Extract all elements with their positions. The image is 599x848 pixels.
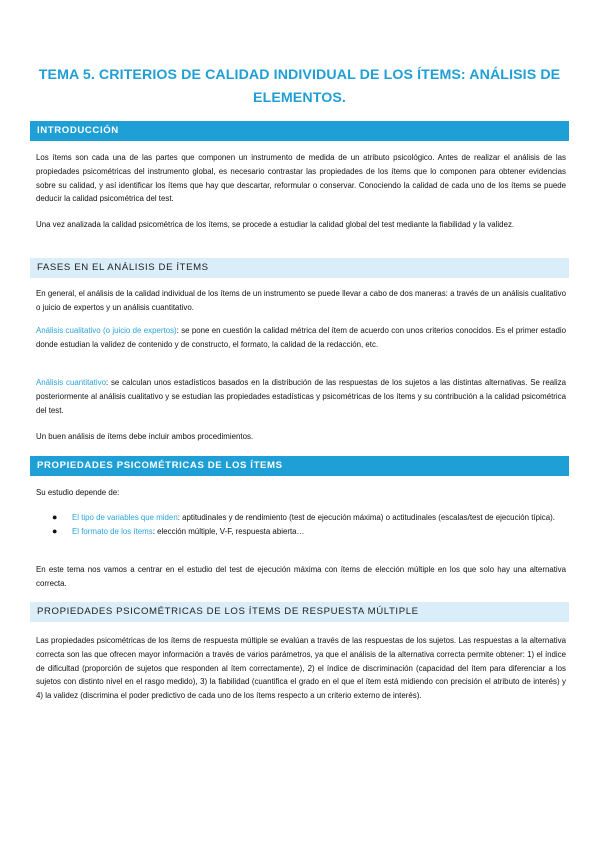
section-heading-fases: FASES EN EL ANÁLISIS DE ÍTEMS xyxy=(30,258,569,278)
fases-paragraph-cualitativo xyxy=(36,324,566,352)
section-heading-respuesta-multiple: PROPIEDADES PSICOMÉTRICAS DE LOS ÍTEMS DE RESPUESTA MÚLTIPLE xyxy=(30,602,569,622)
document-title: TEMA 5. CRITERIOS DE CALIDAD INDIVIDUAL DE LOS ÍTEMS: ANÁLISIS DE ELEMENTOS. xyxy=(38,67,561,106)
bullet-text: : elección múltiple, V-F, respuesta abierta… xyxy=(152,526,305,536)
propiedades-bullet-list xyxy=(52,511,566,539)
fases-paragraph-1: En general, el análisis de la calidad individual de los ítems de un instrumento se puede llevar a cabo de dos maneras: a través de un análisis cualitativo o juicio de expertos y un análisis cuantitativo. xyxy=(36,289,566,312)
intro-paragraph-2: Una vez analizada la calidad psicométrica de los ítems, se procede a estudiar la calidad global del test mediante la fiabilidad y la validez. xyxy=(36,220,515,229)
propiedades-paragraph-1: Su estudio depende de: xyxy=(36,488,120,497)
bullet-icon: ● xyxy=(52,525,58,536)
section-heading-propiedades: PROPIEDADES PSICOMÉTRICAS DE LOS ÍTEMS xyxy=(30,456,569,476)
propiedades-paragraph-2: En este tema nos vamos a centrar en el estudio del test de ejecución máxima con ítems de elección múltiple en los que solo hay una alternativa correcta. xyxy=(36,565,566,588)
fases-paragraph-cuantitativo xyxy=(36,376,566,417)
bullet-text: : aptitudinales y de rendimiento (test de ejecución máxima) o actitudinales (escalas/test de ejecución típica). xyxy=(177,513,555,522)
bullet-label: El formato de los ítems xyxy=(72,526,153,536)
multiple-paragraph-1: Las propiedades psicométricas de los ítems de respuesta múltiple se evalúan a través de las respuestas de los sujetos. Las respuestas a la alternativa correcta son las que ofrecen mayor información a través de varios parámetros, ya que el análisis de la alternativa correcta permite obtener: 1) el índice de dificultad (proporción de sujetos que responden al ítem correctamente), 2) el índice de discriminación (capacidad del ítem para diferenciar a los sujetos con distinto nivel en el rasgo medido), 3) la fiabilidad (cuantifica el grado en el que el ítem está midiendo con precisión el atributo de interés) y 4) la validez (discrimina el poder predictivo de cada uno de los ítems respecto a un criterio externo de interés). xyxy=(36,636,566,701)
cuantitativo-text: : se calculan unos estadísticos basados en la distribución de las respuestas de los sujetos a las distintas alternativas. Se realiza posteriormente al análisis cualitativo y se estudian las propiedades estadísticas y psicométricas de los ítems y su contribución a la calidad psicométrica del test. xyxy=(36,378,566,415)
cuantitativo-label: Análisis cuantitativo xyxy=(36,378,106,387)
bullet-label: El tipo de variables que miden xyxy=(72,513,178,522)
section-heading-introduccion: INTRODUCCIÓN xyxy=(30,121,569,141)
fases-paragraph-conclusion: Un buen análisis de ítems debe incluir ambos procedimientos. xyxy=(36,432,254,441)
intro-paragraph-1: Los ítems son cada una de las partes que componen un instrumento de medida de un atributo psicológico. Antes de realizar el análisis de las propiedades psicométricas del instrumento global, es necesario contrastar las propiedades de los ítems que lo componen para obtener evidencias sobre su calidad, y así identificar los ítems que hay que descartar, reformular o conservar. Conociendo la calidad de cada uno de los ítems se puede deducir la calidad psicométrica del test. xyxy=(36,153,566,204)
cualitativo-text: : se pone en cuestión la calidad métrica del ítem de acuerdo con unos criterios conocidos. Es el primer estadio donde estudian la validez de contenido y de constructo, el formato, la calidad de la redacción, etc. xyxy=(36,326,566,349)
list-item xyxy=(52,511,566,525)
cualitativo-label: Análisis cualitativo (o juicio de expertos) xyxy=(36,326,177,335)
list-item xyxy=(52,525,566,539)
bullet-icon: ● xyxy=(52,512,58,522)
